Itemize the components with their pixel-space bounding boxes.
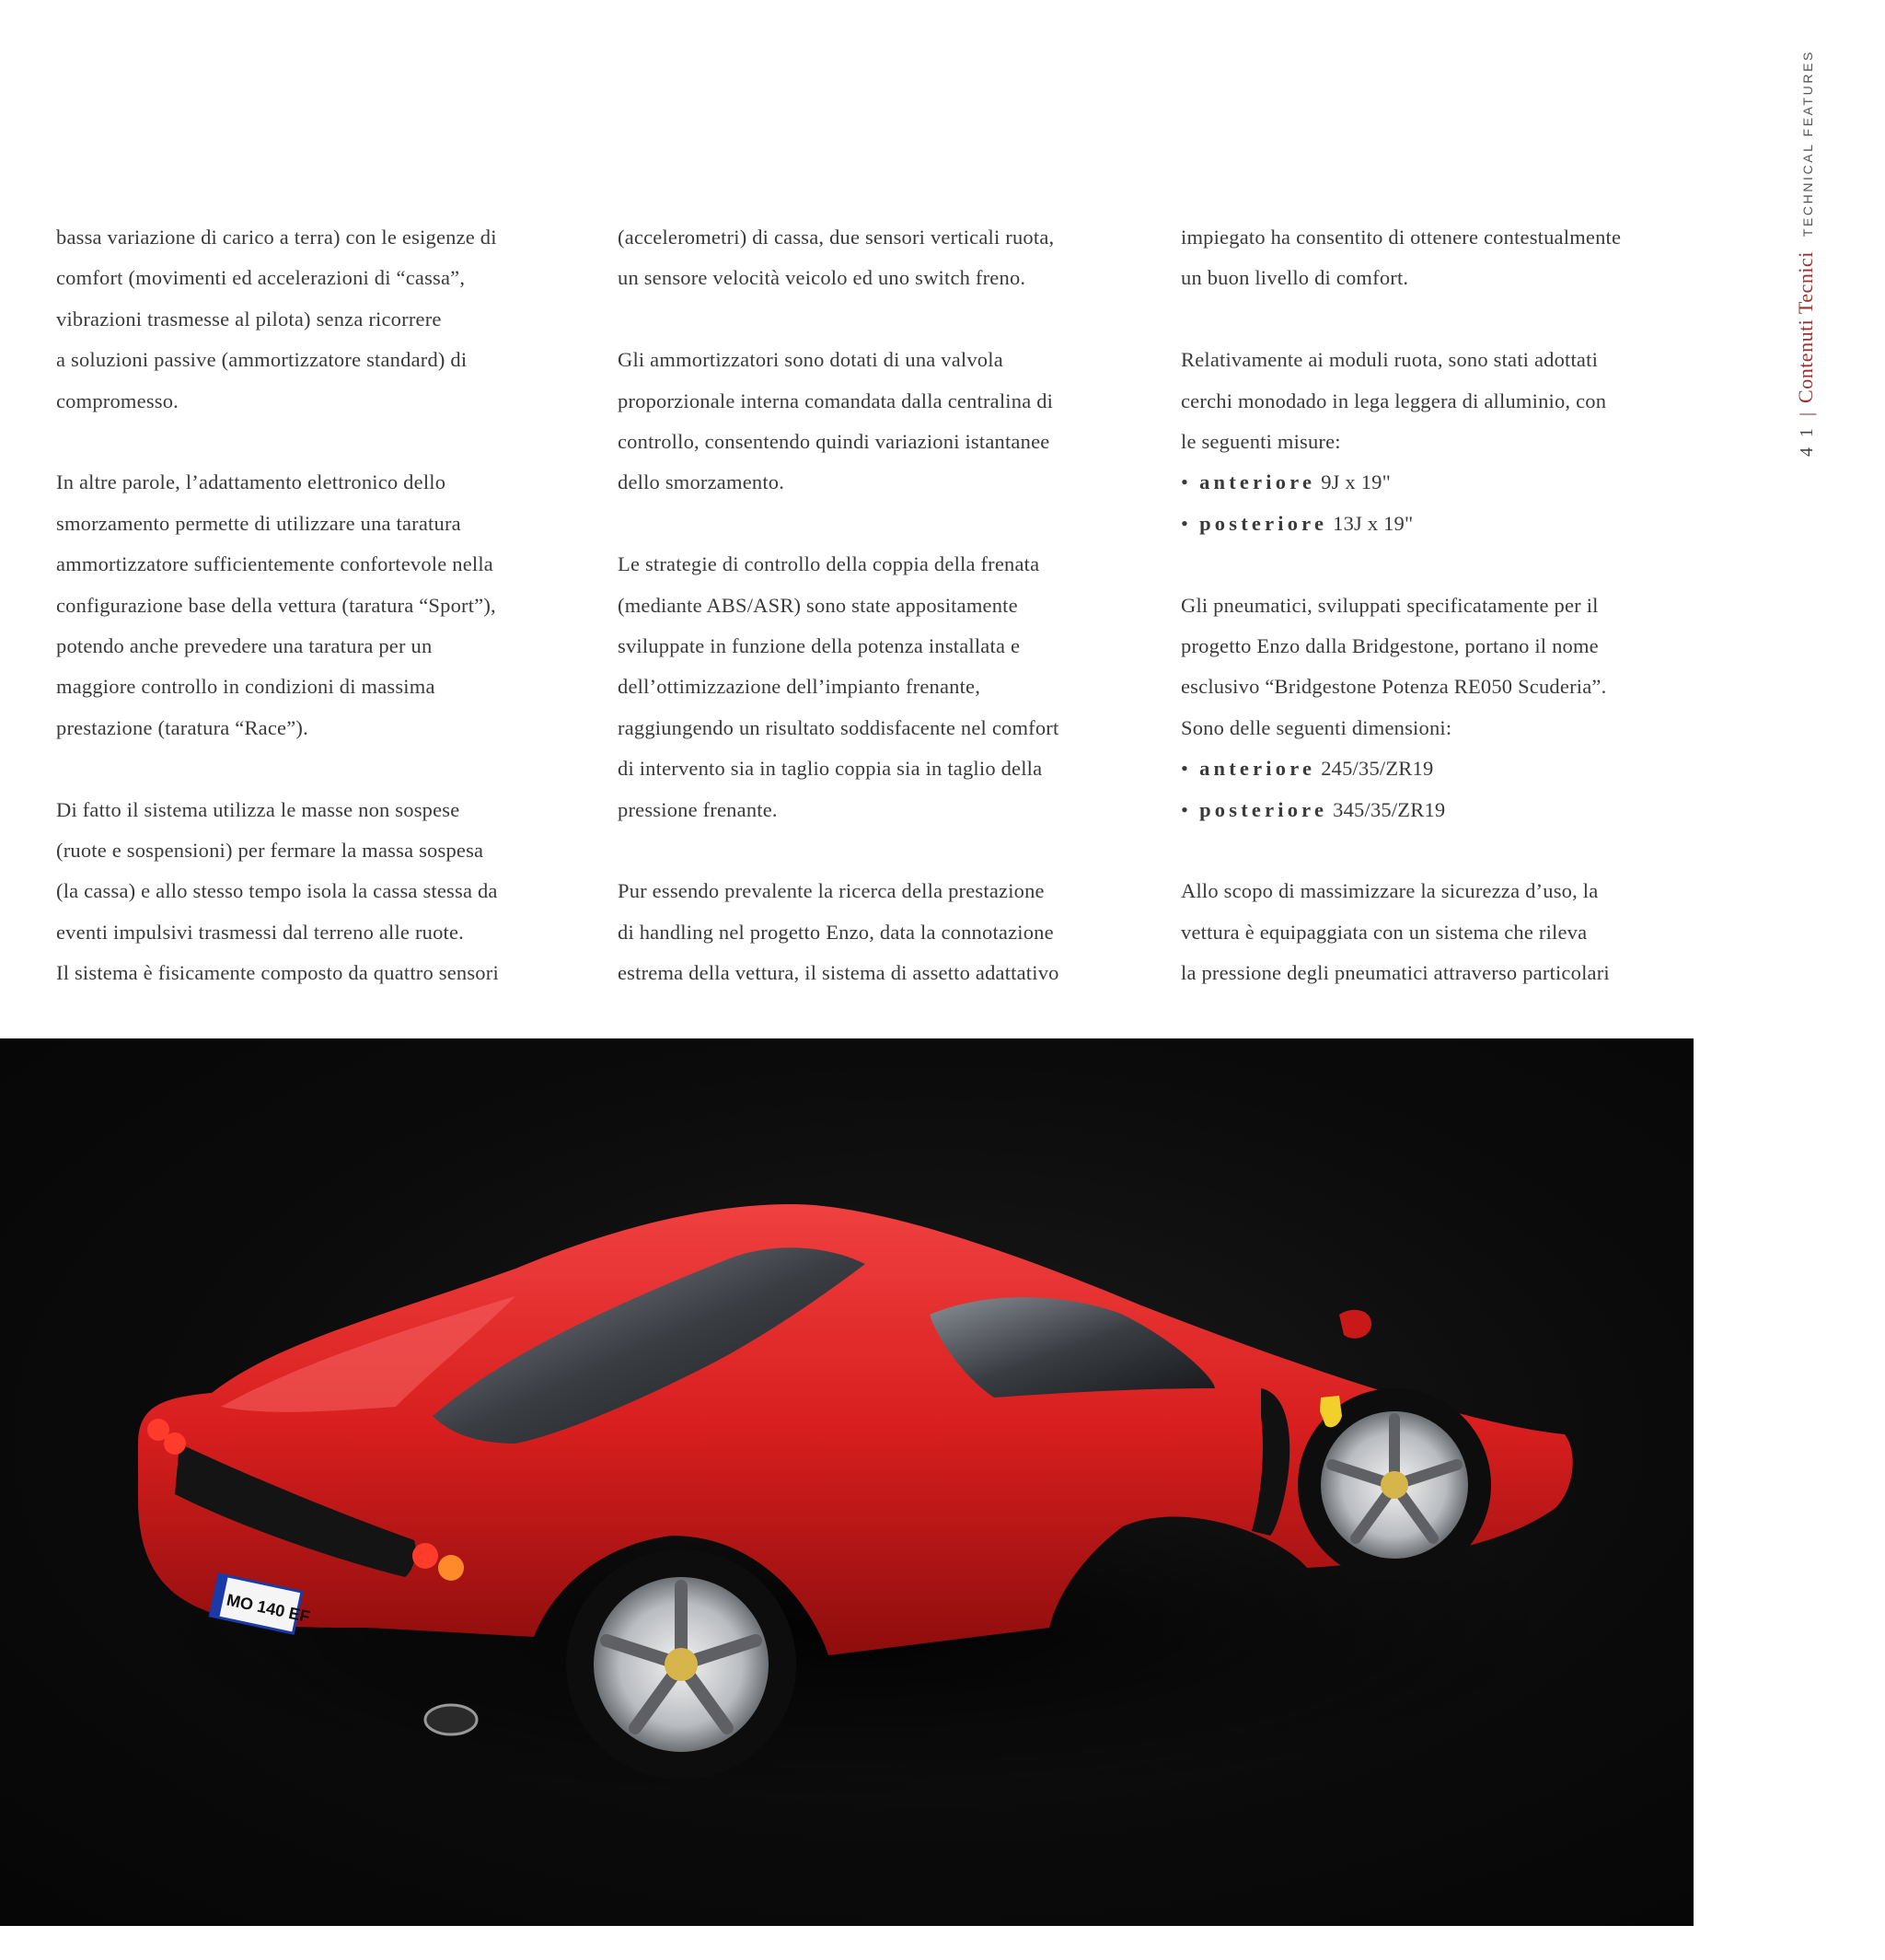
text-line: pressione frenante. — [618, 797, 778, 821]
rim-front — [1181, 462, 1696, 503]
side-mirror — [1339, 1310, 1371, 1339]
paragraph — [56, 462, 558, 748]
text-line: dell’ottimizzazione dell’impianto frenante, — [618, 675, 981, 699]
bullet-value: 345/35/ZR19 — [1333, 797, 1446, 821]
text-line: di intervento sia in taglio coppia sia in taglio della — [618, 757, 1043, 781]
paragraph — [56, 217, 558, 422]
car-photo — [0, 1038, 1694, 1926]
text-line: un sensore velocità veicolo ed uno switch freno. — [618, 266, 1026, 290]
tail-light — [164, 1432, 186, 1455]
paragraph — [1181, 871, 1696, 993]
text-column-2 — [618, 217, 1119, 994]
plate-number: MO 140 EF — [225, 1590, 312, 1627]
text-line: le seguenti misure: — [1181, 430, 1341, 454]
bullet-point: • — [1181, 511, 1189, 535]
paragraph — [1181, 217, 1696, 299]
text-line: Gli pneumatici, sviluppati specificatamente per il — [1181, 593, 1599, 617]
text-line: prestazione (taratura “Race”). — [56, 715, 308, 739]
text-line: Gli ammortizzatori sono dotati di una valvola — [618, 348, 1003, 372]
text-line: Le strategie di controllo della coppia della frenata — [618, 552, 1040, 576]
header-separator: | — [1797, 412, 1817, 416]
paragraph-rims — [1181, 340, 1696, 544]
section-title-english: TECHNICAL FEATURES — [1800, 50, 1815, 238]
text-line: Il sistema è fisicamente composto da quattro sensori — [56, 961, 499, 985]
text-line: dello smorzamento. — [618, 470, 785, 494]
bullet-point: • — [1181, 797, 1189, 821]
text-line: proporzionale interna comandata dalla centralina di — [618, 389, 1054, 412]
text-column-3 — [1181, 217, 1696, 994]
paragraph — [618, 217, 1119, 299]
text-line: (ruote e sospensioni) per fermare la massa sospesa — [56, 839, 484, 863]
paragraph-tyres — [1181, 586, 1696, 830]
text-line: eventi impulsivi trasmessi dal terreno alle ruote. — [56, 920, 465, 944]
text-line: estrema della vettura, il sistema di assetto adattativo — [618, 961, 1059, 985]
paragraph — [618, 871, 1119, 993]
text-line: esclusivo “Bridgestone Potenza RE050 Scuderia”. — [1181, 675, 1607, 699]
exhaust-pipe — [425, 1705, 477, 1734]
bullet-value: 245/35/ZR19 — [1321, 757, 1434, 781]
page-number: 4 1 — [1797, 425, 1817, 457]
wheel-badge — [1381, 1471, 1408, 1499]
text-line: raggiungendo un risultato soddisfacente nel comfort — [618, 715, 1059, 739]
paragraph — [56, 790, 558, 994]
text-line: un buon livello di comfort. — [1181, 266, 1409, 290]
text-line: (accelerometri) di cassa, due sensori verticali ruota, — [618, 226, 1055, 249]
text-line: vettura è equipaggiata con un sistema che rileva — [1181, 920, 1588, 944]
wheel-badge — [665, 1648, 698, 1681]
tyre-rear — [1181, 790, 1696, 830]
bullet-value: 13J x 19" — [1333, 511, 1414, 535]
text-line: configurazione base della vettura (taratura “Sport”), — [56, 593, 496, 617]
text-line: Relativamente ai moduli ruota, sono stati adottati — [1181, 348, 1599, 372]
rim-rear — [1181, 504, 1696, 544]
text-line: Sono delle seguenti dimensioni: — [1181, 715, 1452, 739]
bullet-point: • — [1181, 757, 1189, 781]
text-line: Allo scopo di massimizzare la sicurezza d’uso, la — [1181, 879, 1599, 903]
text-line: sviluppate in funzione della potenza installata e — [618, 634, 1021, 658]
text-line: impiegato ha consentito di ottenere contestualmente — [1181, 226, 1622, 249]
bullet-point: • — [1181, 470, 1189, 494]
text-line: (la cassa) e allo stesso tempo isola la cassa stessa da — [56, 879, 498, 903]
tyre-front — [1181, 748, 1696, 789]
running-header — [1794, 50, 1818, 457]
paragraph — [618, 340, 1119, 504]
bullet-label: anteriore — [1199, 470, 1316, 494]
bullet-value: 9J x 19" — [1321, 470, 1391, 494]
text-line: vibrazioni trasmesse al pilota) senza ricorrere — [56, 307, 442, 331]
tail-light — [412, 1543, 438, 1569]
text-line: Pur essendo prevalente la ricerca della prestazione — [618, 879, 1045, 903]
text-line: progetto Enzo dalla Bridgestone, portano il nome — [1181, 634, 1599, 658]
bullet-label: posteriore — [1199, 511, 1328, 535]
text-line: compromesso. — [56, 389, 179, 412]
text-line: cerchi monodado in lega leggera di alluminio, con — [1181, 389, 1607, 412]
text-line: potendo anche prevedere una taratura per un — [56, 634, 433, 658]
text-line: a soluzioni passive (ammortizzatore standard) di — [56, 348, 468, 372]
section-title-italian: Contenuti Tecnici — [1794, 251, 1817, 403]
text-line: smorzamento permette di utilizzare una taratura — [56, 511, 461, 535]
bullet-label: posteriore — [1199, 797, 1328, 821]
text-column-1 — [56, 217, 558, 994]
text-line: controllo, consentendo quindi variazioni istantanee — [618, 430, 1050, 454]
tail-light — [438, 1555, 464, 1581]
text-line: In altre parole, l’adattamento elettronico dello — [56, 470, 446, 494]
bullet-label: anteriore — [1199, 757, 1316, 781]
text-line: la pressione degli pneumatici attraverso particolari — [1181, 961, 1610, 985]
text-line: di handling nel progetto Enzo, data la connotazione — [618, 920, 1054, 944]
text-line: ammortizzatore sufficientemente confortevole nella — [56, 552, 493, 576]
text-line: (mediante ABS/ASR) sono state appositamente — [618, 593, 1018, 617]
ferrari-enzo-illustration — [0, 1038, 1694, 1926]
text-line: Di fatto il sistema utilizza le masse non sospese — [56, 797, 460, 821]
rear-wheel — [566, 1549, 796, 1780]
paragraph — [618, 544, 1119, 830]
text-line: bassa variazione di carico a terra) con le esigenze di — [56, 226, 497, 249]
text-line: comfort (movimenti ed accelerazioni di “cassa”, — [56, 266, 466, 290]
text-line: maggiore controllo in condizioni di massima — [56, 675, 435, 699]
